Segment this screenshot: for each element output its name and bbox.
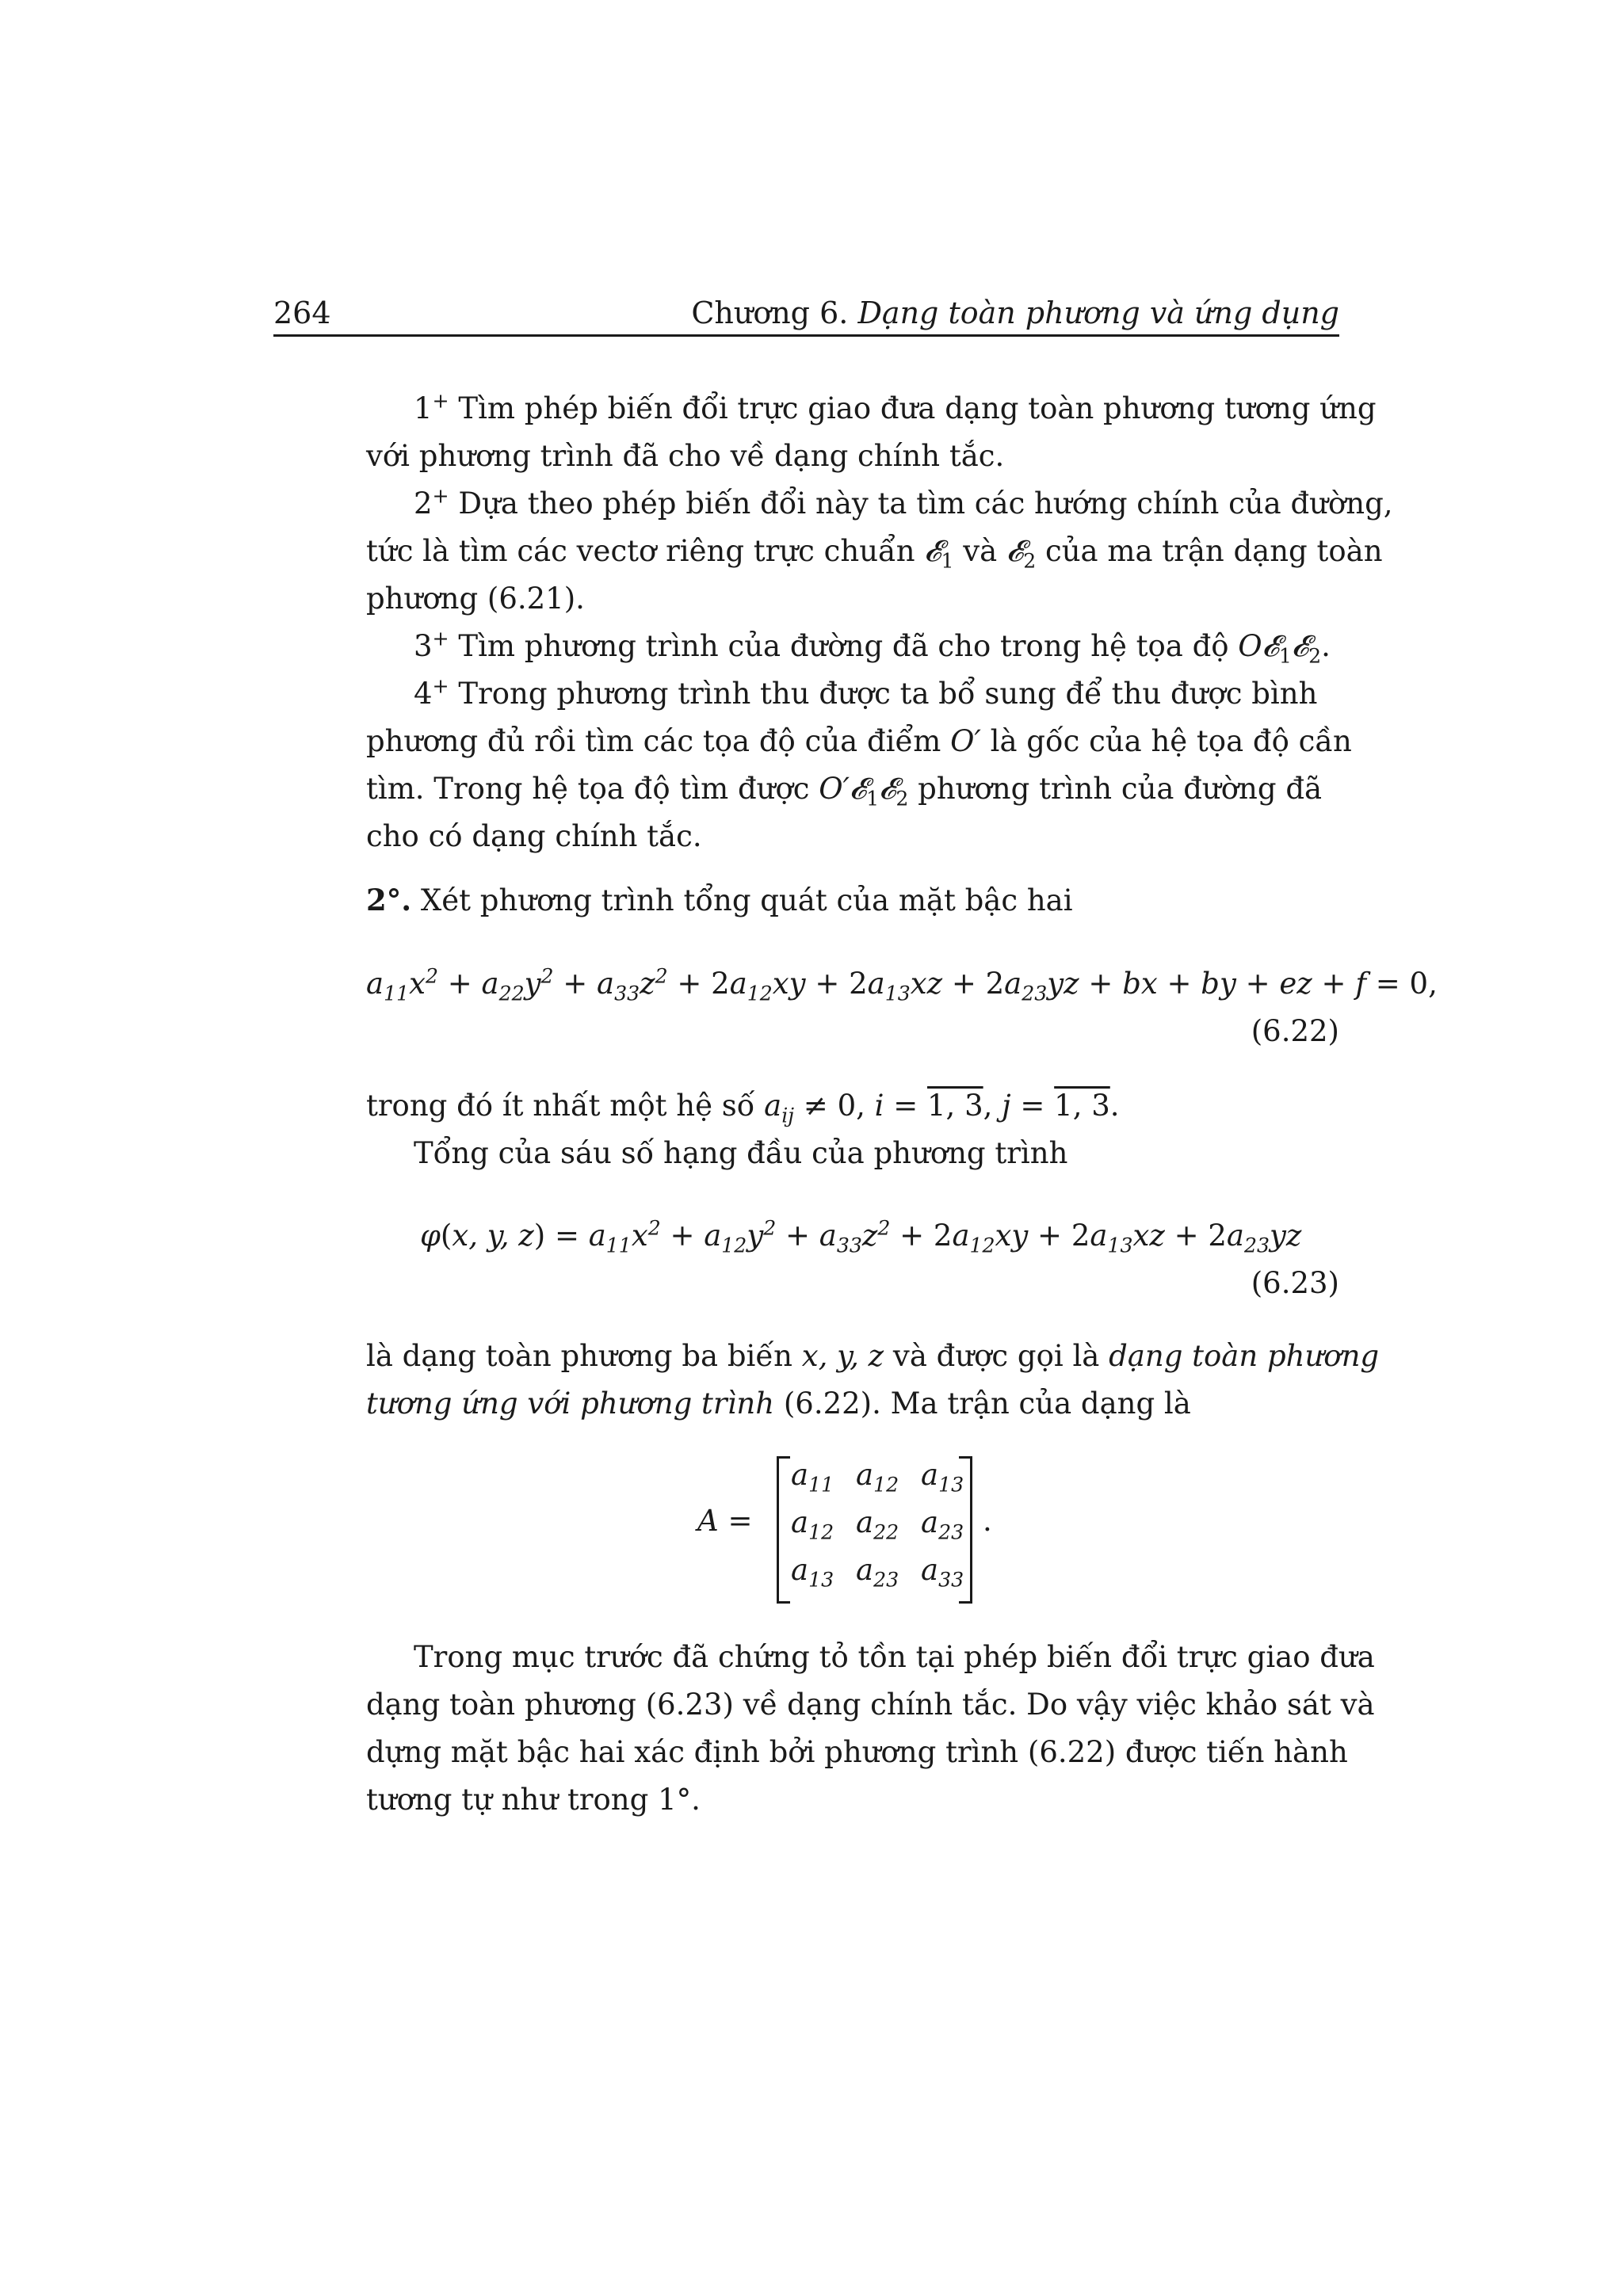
step-2-line-2: tức là tìm các vectơ riêng trực chuẩn 𝓔$_1$ và 𝓔$_2$ của ma trận dạng toàn	[366, 534, 1383, 573]
closing-line-3: dựng mặt bậc hai xác định bởi phương trình (6.22) được tiến hành	[366, 1735, 1348, 1769]
closing-line-4: tương tự như trong 1°.	[366, 1783, 701, 1817]
step-2-line-3: phương (6.21).	[366, 582, 585, 616]
chapter-name: Dạng toàn phương và ứng dụng	[857, 296, 1339, 330]
matrix-cell: $a_{22}$	[856, 1505, 899, 1544]
closing-line-1: Trong mục trước đã chứng tỏ tồn tại phép biến đổi trực giao đưa	[414, 1640, 1375, 1674]
step-4-text-d: tìm. Trong hệ tọa độ tìm được	[366, 772, 810, 806]
desc-text-d: tương ứng với phương trình	[366, 1386, 775, 1421]
chapter-label: Chương 6.	[691, 296, 849, 330]
equation-6-22: $a_{11}x^2 + a_{22}y^2 + a_{33}z^2 + 2a_{12}xy + 2a_{13}xz + 2a_{23}yz$ + bx + by + ez + f = 0,	[366, 964, 1438, 1005]
step-4-line-3: tìm. Trong hệ tọa độ tìm được O′𝓔$_1$𝓔$_2$ phương trình của đường đã	[366, 772, 1323, 810]
chapter-title	[691, 292, 1339, 334]
section-2-intro-text: Xét phương trình tổng quát của mặt bậc hai	[420, 883, 1073, 917]
condition-line: trong đó ít nhất một hệ số $a_{ij} \ne 0$, i = 1, 3, j = 1, 3.	[366, 1089, 1120, 1127]
matrix-lhs: A =	[697, 1504, 753, 1538]
matrix-cell: $a_{13}$	[791, 1553, 834, 1592]
step-2-text-b: tức là tìm các vectơ riêng trực chuẩn	[366, 534, 915, 568]
section-2-label: 2°.	[366, 883, 412, 917]
matrix-cell: $a_{23}$	[921, 1505, 964, 1544]
running-header	[273, 292, 1339, 337]
desc-text-a: là dạng toàn phương ba biến	[366, 1339, 792, 1373]
step-2-text-a: Dựa theo phép biến đổi này ta tìm các hướng chính của đường,	[458, 486, 1393, 521]
step-4-line-4: cho có dạng chính tắc.	[366, 819, 702, 853]
step-3-line-1: 3+ Tìm phương trình của đường đã cho trong hệ tọa độ O𝓔$_1$𝓔$_2$.	[414, 627, 1331, 668]
matrix-cell: $a_{12}$	[856, 1458, 899, 1497]
matrix-period: .	[983, 1504, 992, 1538]
equation-6-23: φ(x, y, $z) = a_{11}x^2 + a_{12}y^2 + a_{33}z^2 + 2a_{12}xy + 2a_{13}xz + 2a_{23}yz$	[420, 1216, 1302, 1257]
step-2-text-d: của ma trận dạng toàn	[1045, 534, 1383, 568]
closing-line-2: dạng toàn phương (6.23) về dạng chính tắc. Do vậy việc khảo sát và	[366, 1688, 1375, 1722]
section-2-intro	[366, 876, 1073, 925]
step-1-line-2: với phương trình đã cho về dạng chính tắc.	[366, 439, 1005, 473]
step-1-text-a: Tìm phép biến đổi trực giao đưa dạng toàn phương tương ứng	[458, 391, 1377, 425]
step-4-text-c: là gốc của hệ tọa độ cần	[990, 724, 1352, 758]
step-4-text-b: phương đủ rồi tìm các tọa độ của điểm	[366, 724, 941, 758]
step-3-text: Tìm phương trình của đường đã cho trong hệ tọa độ	[458, 629, 1229, 663]
sum-line: Tổng của sáu số hạng đầu của phương trình	[414, 1136, 1068, 1170]
description-line-1: là dạng toàn phương ba biến x, y, z và được gọi là dạng toàn phương	[366, 1339, 1380, 1373]
step-4-text-e: phương trình của đường đã	[918, 772, 1323, 806]
step-4-line-1: 4+ Trong phương trình thu được ta bổ sung để thu được bình	[414, 674, 1318, 711]
equation-number-6-22: (6.22)	[1251, 1014, 1339, 1048]
step-2-text-c: và	[963, 534, 998, 568]
equation-number-6-23: (6.23)	[1251, 1266, 1339, 1300]
page-number: 264	[273, 296, 331, 330]
step-2-line-1: 2+ Dựa theo phép biến đổi này ta tìm các hướng chính của đường,	[414, 484, 1393, 521]
condition-text: trong đó ít nhất một hệ số	[366, 1089, 755, 1123]
step-1-line-1: 1+ Tìm phép biến đổi trực giao đưa dạng toàn phương tương ứng	[414, 389, 1377, 425]
matrix-cell: $a_{23}$	[856, 1553, 899, 1592]
matrix-cell: $a_{33}$	[921, 1553, 964, 1592]
matrix-cell: $a_{11}$	[791, 1458, 834, 1497]
matrix-cell: $a_{13}$	[921, 1458, 964, 1497]
desc-text-c: dạng toàn phương	[1109, 1339, 1380, 1373]
matrix-cell: $a_{12}$	[791, 1505, 834, 1544]
step-4-text-a: Trong phương trình thu được ta bổ sung để thu được bình	[458, 677, 1318, 711]
description-line-2	[366, 1380, 1191, 1428]
step-4-line-2: phương đủ rồi tìm các tọa độ của điểm O′ là gốc của hệ tọa độ cần	[366, 724, 1352, 758]
desc-text-e: (6.22). Ma trận của dạng là	[783, 1386, 1191, 1421]
desc-text-b: và được gọi là	[892, 1339, 1100, 1373]
matrix-left-bracket	[777, 1456, 790, 1604]
